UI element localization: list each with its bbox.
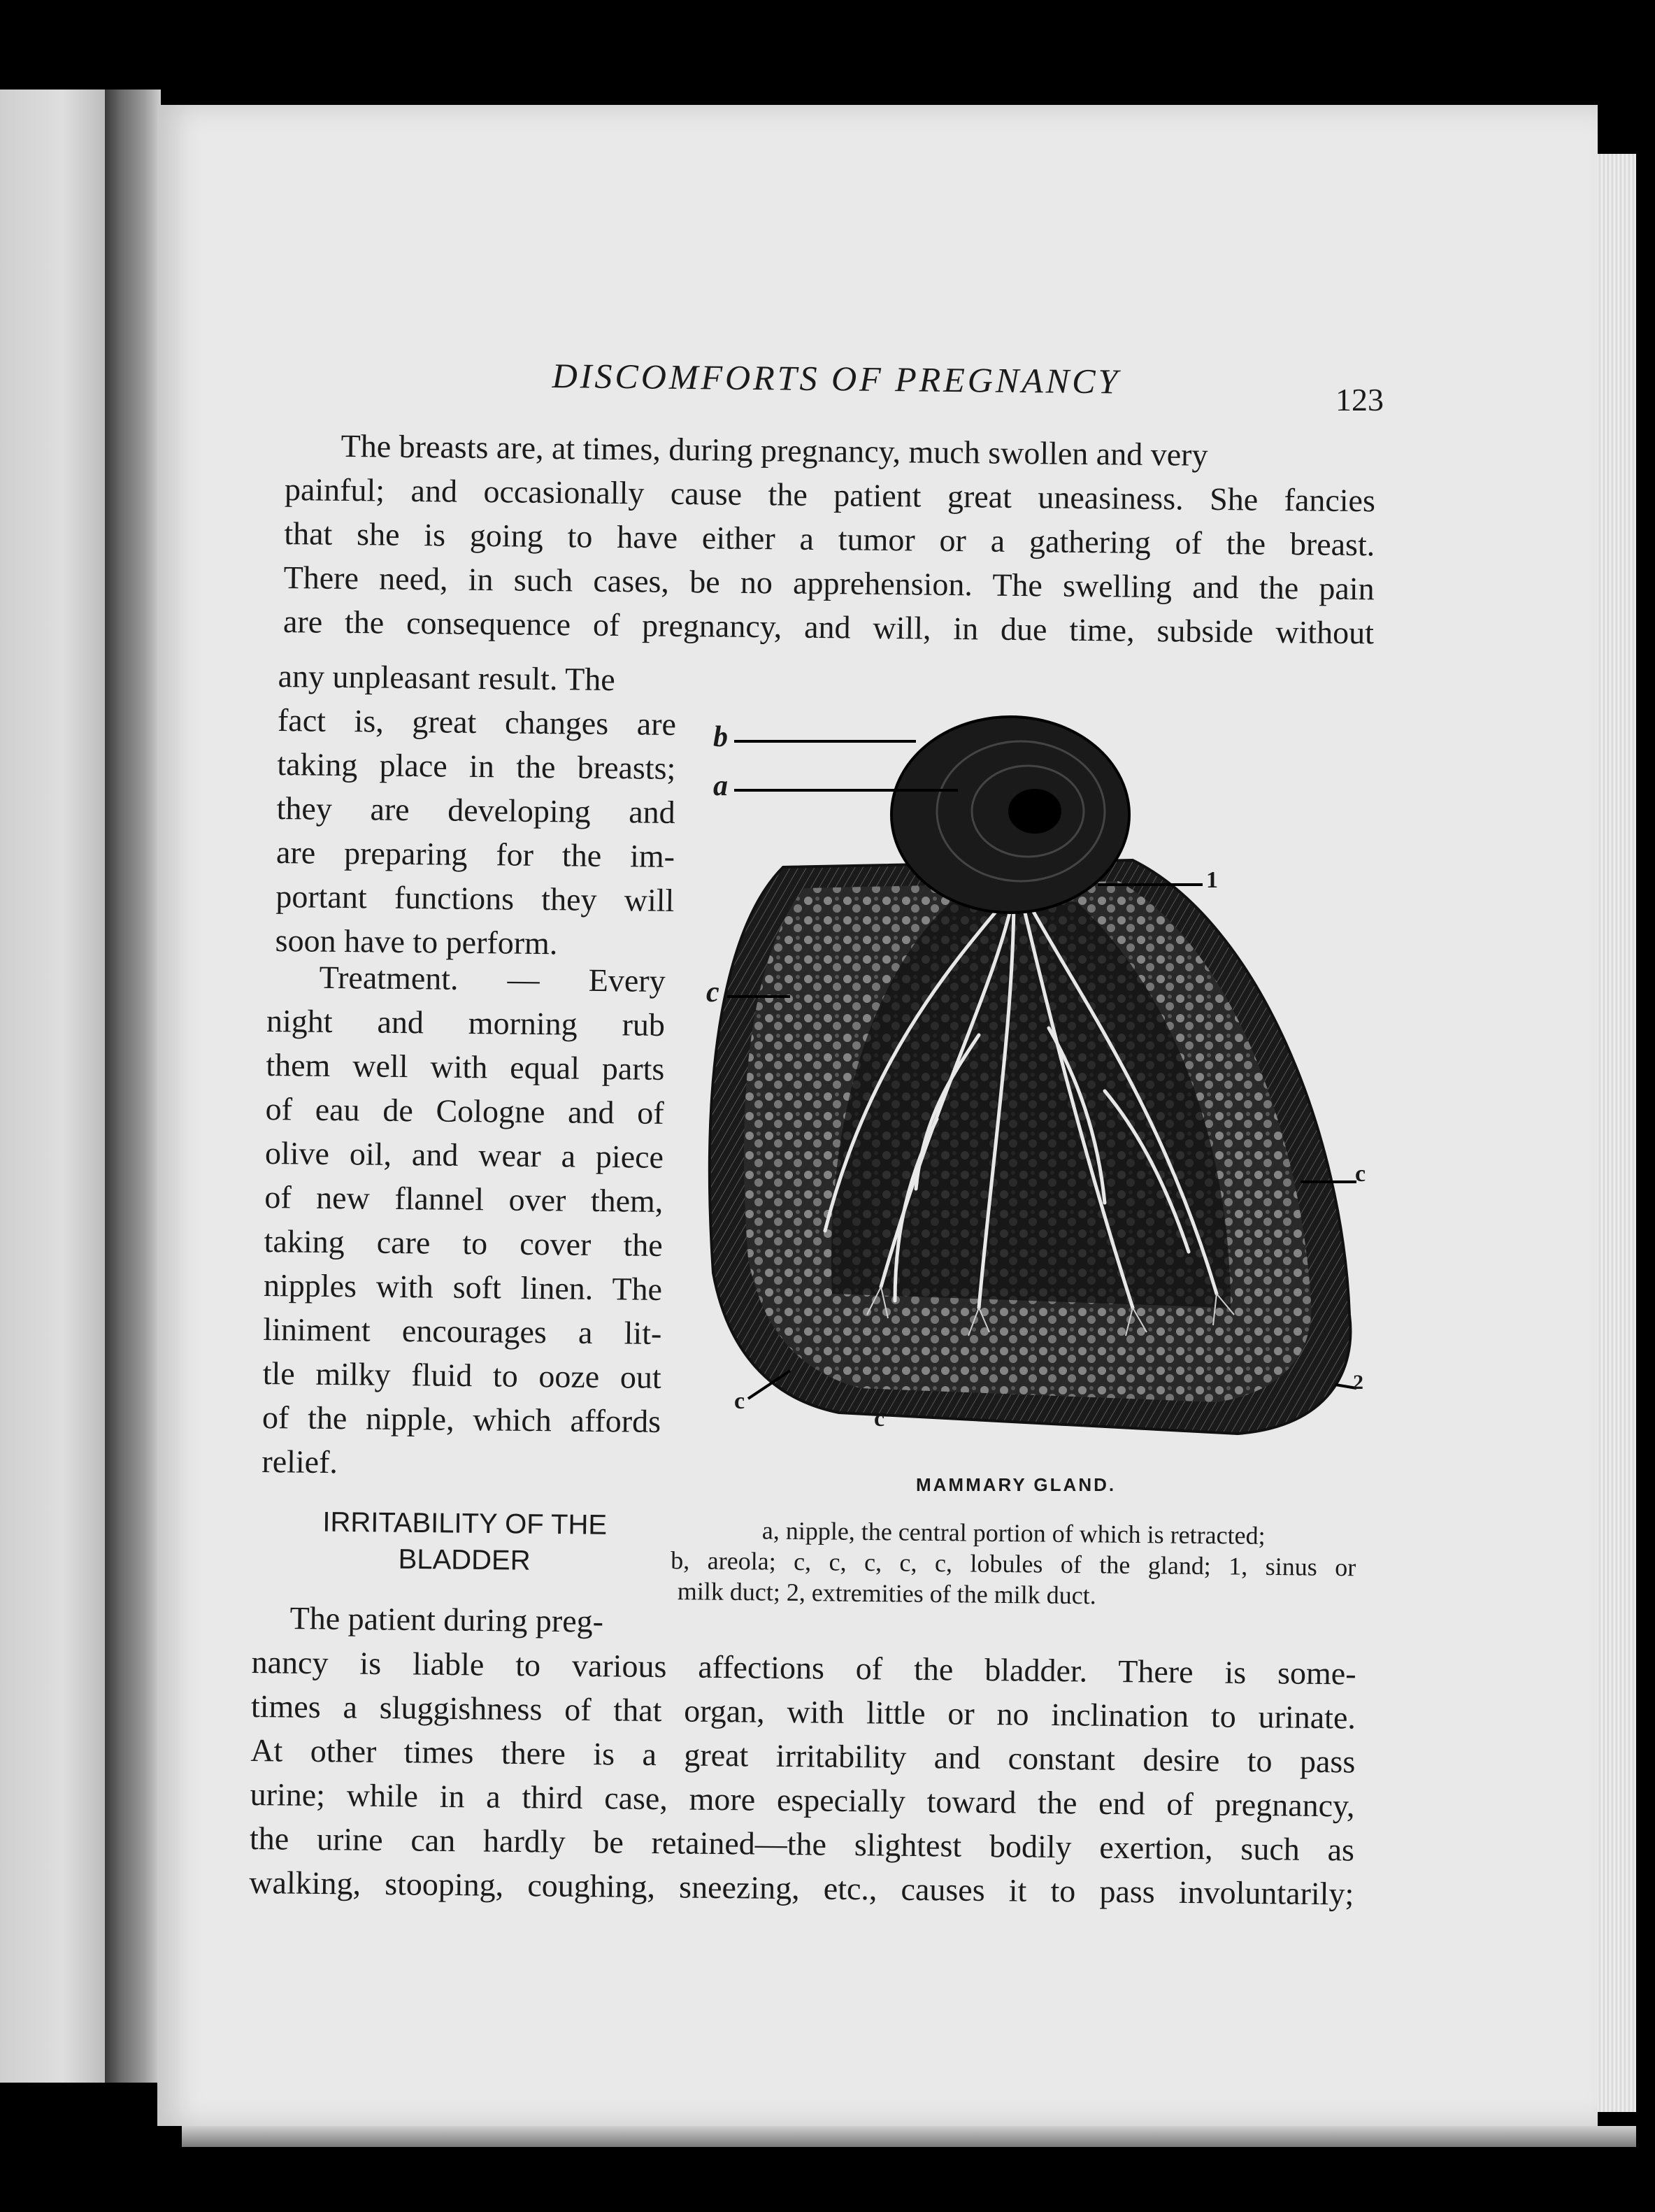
section-heading	[286, 1504, 643, 1580]
text-line: The breasts are, at times, during pregnancy, much swollen and very	[341, 427, 1208, 473]
label-b: b	[713, 721, 728, 753]
label-c-upper: c	[706, 976, 719, 1008]
label-a: a	[713, 770, 728, 802]
paragraph-breasts	[283, 423, 1376, 655]
text-line: nancy is liable to various affections of the bladder. There is some-	[251, 1643, 1356, 1692]
text-line: of eau de Cologne and of	[265, 1090, 664, 1131]
text-line: taking place in the breasts;	[277, 745, 676, 786]
text-line: urine; while in a third case, more especially toward the end of pregnancy,	[250, 1776, 1355, 1824]
book-gutter	[105, 90, 161, 2083]
text-line: There need, in such cases, be no apprehension. The swelling and the pain	[283, 559, 1375, 607]
text-line: fact is, great changes are	[277, 701, 677, 742]
text-line: portant functions they will	[275, 878, 675, 918]
label-1: 1	[1206, 867, 1218, 893]
text-line: night and morning rub	[266, 1002, 666, 1043]
legend-line: milk duct; 2, extremities of the milk duct.	[677, 1577, 1096, 1610]
label-2: 2	[1353, 1371, 1363, 1394]
label-c-right: c	[1355, 1161, 1366, 1187]
text-line: that she is going to have either a tumor or a gathering of the breast.	[284, 515, 1375, 563]
text-line: olive oil, and wear a piece	[264, 1134, 664, 1175]
legend-line: b, areola; c, c, c, c, c, lobules of the gland; 1, sinus or	[671, 1546, 1356, 1582]
text-line: taking care to cover the	[264, 1222, 663, 1263]
mammary-gland-illustration	[685, 699, 1370, 1462]
legend-line: a, nipple, the central portion of which is retracted;	[761, 1516, 1266, 1550]
paragraph-bladder	[249, 1640, 1356, 1916]
running-header: DISCOMFORTS OF PREGNANCY	[552, 355, 1121, 401]
heading-line: BLADDER	[398, 1543, 531, 1576]
text-line: any unpleasant result. The	[278, 657, 615, 698]
heading-line: IRRITABILITY OF THE	[322, 1506, 608, 1541]
text-line: The patient during preg-	[289, 1599, 604, 1639]
text-line: Treatment. — Every	[319, 959, 666, 999]
text-line: of new flannel over them,	[264, 1178, 664, 1219]
mammary-gland-engraving	[685, 699, 1370, 1462]
text-line: the urine can hardly be retained—the slightest bodily exertion, such as	[249, 1820, 1355, 1868]
text-line: walking, stooping, coughing, sneezing, etc., causes it to pass involuntarily;	[249, 1864, 1354, 1912]
text-line: of the nipple, which affords	[261, 1399, 661, 1439]
text-line: are the consequence of pregnancy, and will, in due time, subside without	[282, 603, 1375, 651]
page-number: 123	[1335, 382, 1384, 418]
text-line: they are developing and	[276, 790, 675, 830]
text-line: liniment encourages a lit-	[263, 1311, 662, 1351]
figure-title: MAMMARY GLAND.	[916, 1474, 1117, 1495]
text-line: nipples with soft linen. The	[263, 1266, 663, 1307]
left-page-edge	[0, 90, 105, 2083]
text-line: At other times there is a great irritability and constant desire to pass	[250, 1732, 1356, 1780]
text-line: times a sluggishness of that organ, with little or no inclination to urinate.	[250, 1687, 1356, 1736]
text-line: them well with equal parts	[266, 1046, 665, 1087]
text-line: are preparing for the im-	[275, 834, 675, 874]
text-line: soon have to perform.	[275, 922, 558, 962]
paragraph-bladder-start	[289, 1596, 682, 1644]
label-c-bottom: c	[874, 1406, 885, 1432]
page-bottom-edge	[182, 2126, 1636, 2147]
paragraph-changes	[275, 654, 677, 966]
figure-legend	[671, 1514, 1356, 1613]
text-line: tle milky fluid to ooze out	[262, 1355, 661, 1395]
paragraph-treatment	[261, 955, 666, 1487]
label-c-lower-left: c	[734, 1388, 745, 1414]
text-line: painful; and occasionally cause the patient great uneasiness. She fancies	[284, 471, 1376, 519]
page-stack-edge	[1598, 154, 1636, 2112]
text-line: relief.	[261, 1443, 338, 1480]
